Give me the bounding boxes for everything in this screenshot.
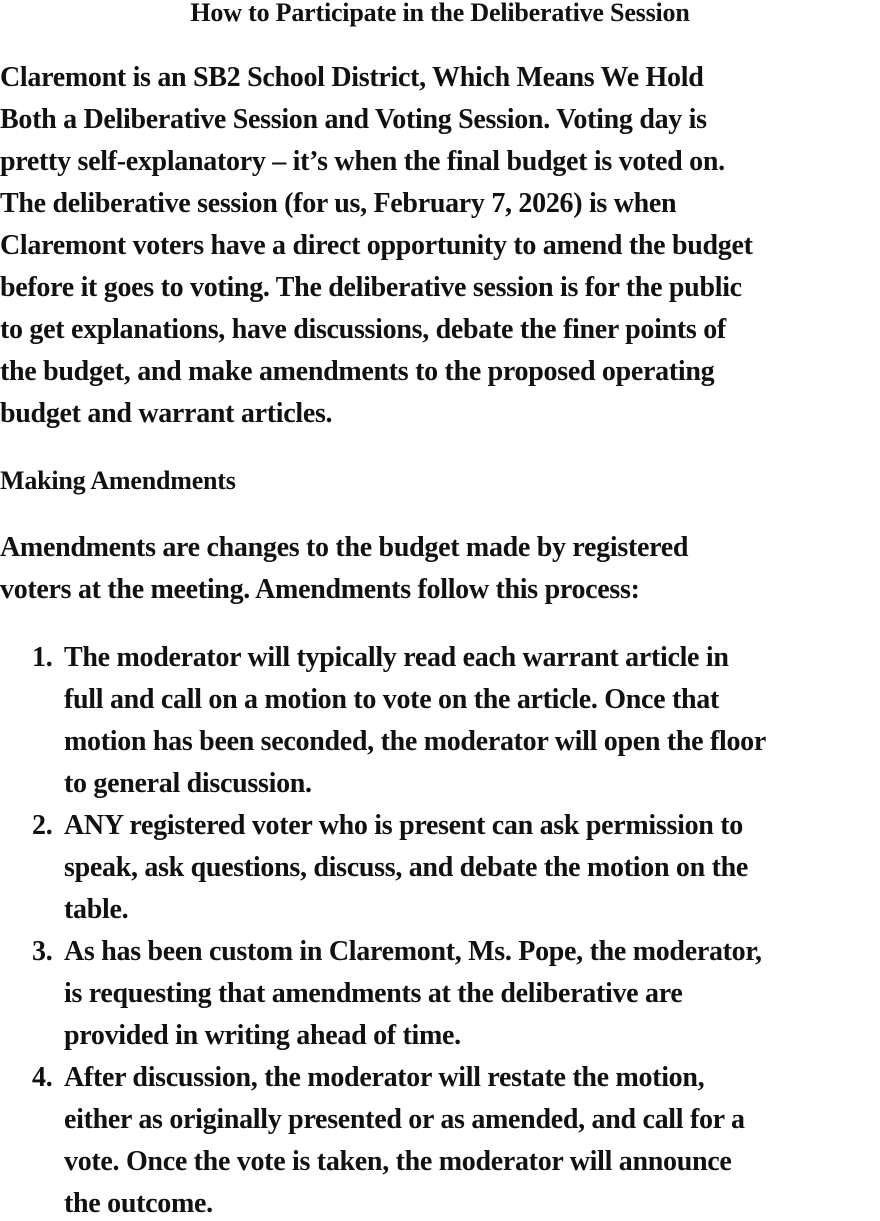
list-item-number: 4. — [32, 1062, 53, 1093]
list-item-line: provided in writing ahead of time. — [64, 1020, 461, 1051]
list-item-line: either as originally presented or as amended, and call for a — [64, 1104, 745, 1135]
list-item-line: The moderator will typically read each warrant article in — [64, 642, 729, 673]
list-item-line: the outcome. — [64, 1188, 213, 1219]
paragraph-line: to get explanations, have discussions, debate the finer points of — [0, 314, 726, 345]
paragraph-line: the budget, and make amendments to the proposed operating — [0, 356, 715, 387]
paragraph-line: before it goes to voting. The deliberative session is for the public — [0, 272, 742, 303]
section-heading-making-amendments: Making Amendments — [0, 466, 236, 495]
list-item-line: ANY registered voter who is present can ask permission to — [64, 810, 743, 841]
paragraph-line: Both a Deliberative Session and Voting Session. Voting day is — [0, 104, 707, 135]
paragraph-line: Claremont voters have a direct opportunity to amend the budget — [0, 230, 753, 261]
list-item-number: 2. — [32, 810, 53, 841]
list-item-line: motion has been seconded, the moderator will open the floor — [64, 726, 766, 757]
paragraph-line: voters at the meeting. Amendments follow this process: — [0, 574, 640, 605]
list-item-line: full and call on a motion to vote on the article. Once that — [64, 684, 720, 715]
list-item-number: 1. — [32, 642, 53, 673]
paragraph-line: The deliberative session (for us, February 7, 2026) is when — [0, 188, 677, 219]
list-item-line: speak, ask questions, discuss, and debate the motion on the — [64, 852, 749, 883]
list-item-number: 3. — [32, 936, 53, 967]
paragraph-line: pretty self-explanatory – it’s when the final budget is voted on. — [0, 146, 725, 177]
list-item-line: is requesting that amendments at the deliberative are — [64, 978, 683, 1009]
list-item-line: vote. Once the vote is taken, the moderator will announce — [64, 1146, 732, 1177]
list-item-line: to general discussion. — [64, 768, 312, 799]
paragraph-line: budget and warrant articles. — [0, 398, 333, 429]
list-item-line: As has been custom in Claremont, Ms. Pope, the moderator, — [64, 936, 762, 967]
paragraph-line: Claremont is an SB2 School District, Which Means We Hold — [0, 62, 704, 93]
list-item-line: table. — [64, 894, 129, 925]
list-item-line: After discussion, the moderator will restate the motion, — [64, 1062, 705, 1093]
paragraph-line: Amendments are changes to the budget made by registered — [0, 532, 689, 563]
document-title: How to Participate in the Deliberative Session — [190, 0, 690, 27]
